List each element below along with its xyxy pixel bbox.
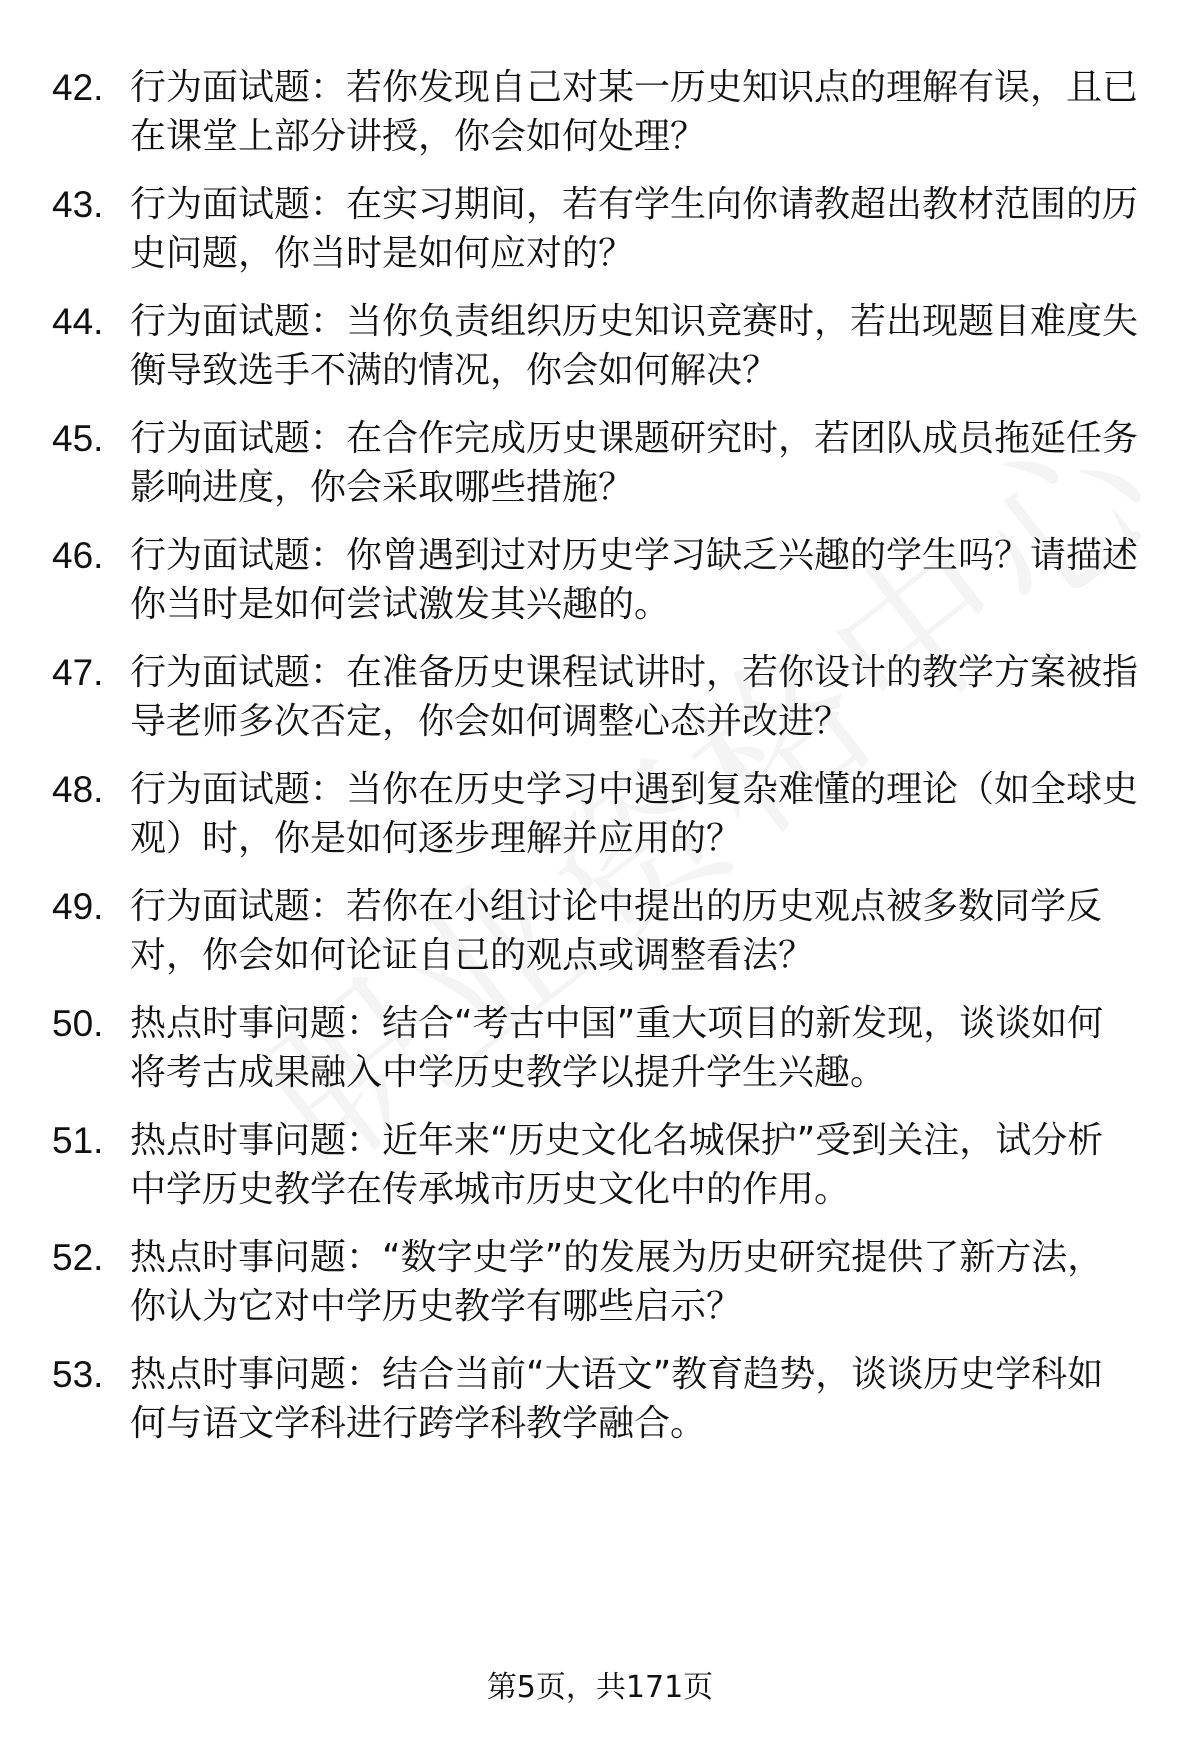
question-number: 50. — [52, 1003, 104, 1044]
question-item — [52, 882, 1152, 980]
question-number: 44. — [52, 301, 104, 342]
question-item — [52, 414, 1152, 512]
question-number: 53. — [52, 1354, 104, 1395]
question-text-line: 你当时是如何尝试激发其兴趣的。 — [130, 584, 671, 625]
question-text-line: 对，你会如何论证自己的观点或调整看法？ — [130, 935, 815, 976]
question-text-line: 在课堂上部分讲授，你会如何处理？ — [130, 116, 707, 157]
question-text-line: 行为面试题：在准备历史课程试讲时，若你设计的教学方案被指 — [130, 652, 1139, 693]
question-text-line: 将考古成果融入中学历史教学以提升学生兴趣。 — [130, 1052, 887, 1093]
question-text-line: 衡导致选手不满的情况，你会如何解决？ — [130, 350, 779, 391]
question-text-line: 行为面试题：当你在历史学习中遇到复杂难懂的理论（如全球史 — [130, 769, 1139, 810]
question-number: 43. — [52, 184, 104, 225]
question-item — [52, 1233, 1152, 1331]
question-number: 52. — [52, 1237, 104, 1278]
question-text-line: 行为面试题：若你在小组讨论中提出的历史观点被多数同学反 — [130, 886, 1103, 927]
question-text-line: 热点时事问题：结合“考古中国”重大项目的新发现，谈谈如何 — [130, 1003, 1104, 1044]
question-text-line: 导老师多次否定，你会如何调整心态并改进？ — [130, 701, 851, 742]
question-text-line: 热点时事问题：“数字史学”的发展为历史研究提供了新方法， — [130, 1237, 1104, 1278]
question-text-line: 史问题，你当时是如何应对的？ — [130, 233, 635, 274]
question-text-line: 行为面试题：当你负责组织历史知识竞赛时，若出现题目难度失 — [130, 301, 1139, 342]
question-text-line: 行为面试题：你曾遇到过对历史学习缺乏兴趣的学生吗？请描述 — [130, 535, 1139, 576]
question-number: 51. — [52, 1120, 104, 1161]
question-number: 47. — [52, 652, 104, 693]
question-number: 49. — [52, 886, 104, 927]
question-number: 45. — [52, 418, 104, 459]
question-item — [52, 648, 1152, 746]
question-item — [52, 531, 1152, 629]
question-text-line: 行为面试题：若你发现自己对某一历史知识点的理解有误，且已 — [130, 67, 1139, 108]
question-item — [52, 63, 1152, 161]
question-item — [52, 297, 1152, 395]
question-item — [52, 1350, 1152, 1448]
question-number: 42. — [52, 67, 104, 108]
question-text-line: 影响进度，你会采取哪些措施？ — [130, 467, 635, 508]
question-text-line: 何与语文学科进行跨学科教学融合。 — [130, 1403, 707, 1444]
question-text-line: 行为面试题：在实习期间，若有学生向你请教超出教材范围的历 — [130, 184, 1139, 225]
question-text-line: 中学历史教学在传承城市历史文化中的作用。 — [130, 1169, 851, 1210]
question-number: 46. — [52, 535, 104, 576]
question-text-line: 热点时事问题：结合当前“大语文”教育趋势，谈谈历史学科如 — [130, 1354, 1104, 1395]
question-text-line: 热点时事问题：近年来“历史文化名城保护”受到关注，试分析 — [130, 1120, 1104, 1161]
question-text-line: 行为面试题：在合作完成历史课题研究时，若团队成员拖延任务 — [130, 418, 1139, 459]
question-item — [52, 765, 1152, 863]
question-text-line: 你认为它对中学历史教学有哪些启示？ — [130, 1286, 743, 1327]
question-text-line: 观）时，你是如何逐步理解并应用的？ — [130, 818, 743, 859]
question-item — [52, 180, 1152, 278]
question-item — [52, 1116, 1152, 1214]
question-number: 48. — [52, 769, 104, 810]
question-item — [52, 999, 1152, 1097]
page-footer: 第5页，共171页 — [486, 1670, 714, 1705]
